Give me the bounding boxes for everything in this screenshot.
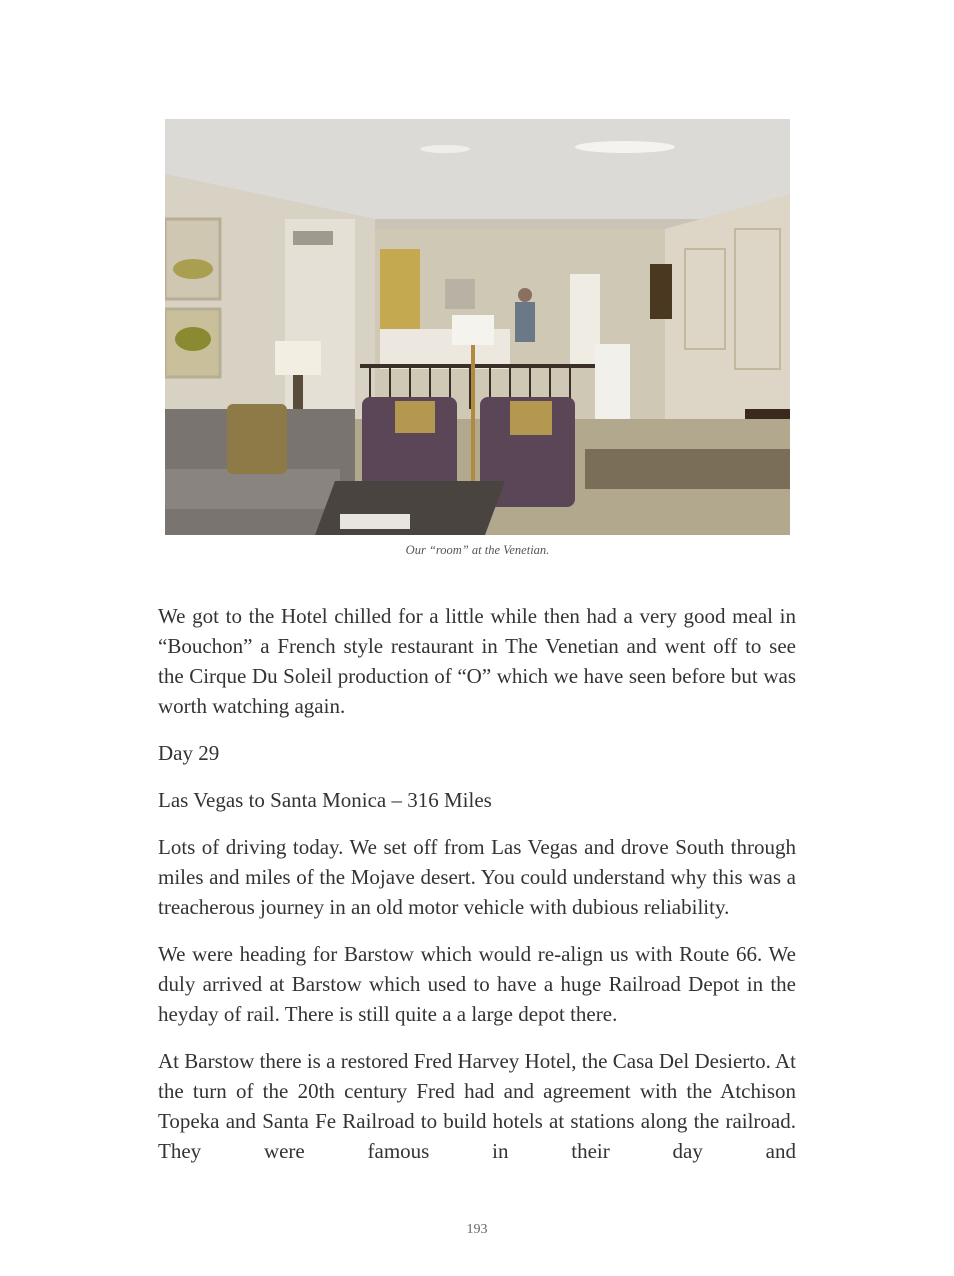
paragraph: We got to the Hotel chilled for a little while then had a very good meal in “Bouchon” a French style restaurant in The Venetian and went off to see the Cirque Du Soleil production of “O” which we have seen before but was worth watching again. <box>158 604 796 718</box>
route-heading: Las Vegas to Santa Monica – 316 Miles <box>158 788 492 812</box>
page-number: 193 <box>466 1222 488 1237</box>
day-heading: Day 29 <box>158 741 220 765</box>
body-text <box>158 601 796 1183</box>
photo-caption: Our “room” at the Venetian. <box>405 543 550 557</box>
paragraph: At Barstow there is a restored Fred Harvey Hotel, the Casa Del Desierto. At the turn of the 20th century Fred had and agreement with the Atchison Topeka and Santa Fe Railroad to build hotels at stations along the railroad. They were famous in their day and <box>158 1049 796 1163</box>
paragraph: We were heading for Barstow which would re-align us with Route 66. We duly arrived at Barstow which used to have a huge Railroad Depot in the heyday of rail. There is still quite a a large depot there. <box>158 942 796 1026</box>
hotel-room-photo <box>165 119 790 535</box>
hotel-room-illustration <box>165 119 790 535</box>
paragraph: Lots of driving today. We set off from Las Vegas and drove South through miles and miles of the Mojave desert. You could understand why this was a treacherous journey in an old motor vehicle with dubious reliability. <box>158 835 796 919</box>
